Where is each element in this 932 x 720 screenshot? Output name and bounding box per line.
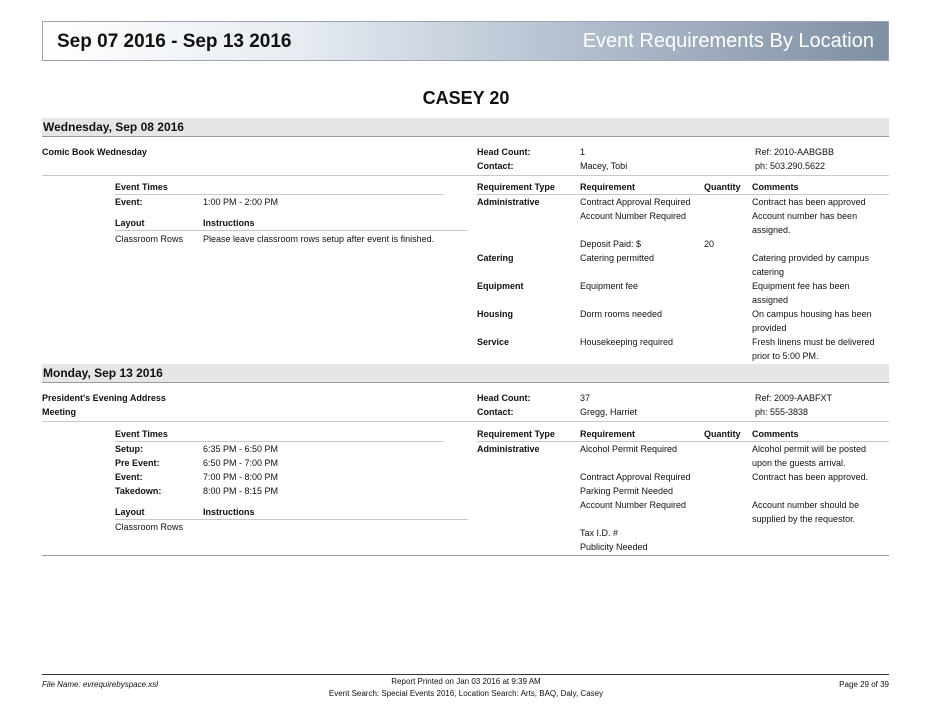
requirement-comment: Equipment fee has been: [752, 281, 850, 291]
time-value: 7:00 PM - 8:00 PM: [203, 472, 279, 482]
footer-search: Event Search: Special Events 2016, Location Search: Arts, BAQ, Daly, Casey: [328, 689, 604, 698]
requirement-item: Account Number Required: [580, 500, 687, 510]
requirement-comment-cont: provided: [752, 323, 787, 333]
event-name: Comic Book Wednesday: [42, 147, 147, 157]
time-label: Pre Event:: [115, 458, 160, 468]
head-count-label: Head Count:: [477, 393, 531, 403]
head-count-label: Head Count:: [477, 147, 531, 157]
requirement-item: Alcohol Permit Required: [580, 444, 678, 454]
comments-header: Comments: [752, 429, 799, 439]
divider: [115, 441, 444, 442]
footer-page-number: Page 29 of 39: [839, 680, 889, 689]
divider: [42, 175, 889, 176]
report-header-band: [42, 21, 889, 61]
comments-header: Comments: [752, 182, 799, 192]
requirement-item: Deposit Paid: $: [580, 239, 642, 249]
requirement-comment: On campus housing has been: [752, 309, 872, 319]
requirement-type: Administrative: [477, 444, 540, 454]
requirement-item: Parking Permit Needed: [580, 486, 674, 496]
time-value: 6:35 PM - 6:50 PM: [203, 444, 279, 454]
divider: [477, 441, 889, 442]
event-type: Meeting: [42, 407, 77, 417]
contact-phone: ph: 503.290.5622: [755, 161, 826, 171]
location-title: CASEY 20: [422, 88, 510, 108]
requirement-comment: Alcohol permit will be posted: [752, 444, 867, 454]
divider: [115, 230, 468, 231]
divider: [477, 194, 889, 195]
quantity-header: Quantity: [704, 429, 741, 439]
reference-number: Ref: 2010-AABGBB: [755, 147, 835, 157]
requirement-type: Administrative: [477, 197, 540, 207]
day-header: [42, 364, 889, 383]
requirement-type: Equipment: [477, 281, 524, 291]
layout-value: Classroom Rows: [115, 522, 184, 532]
time-label: Setup:: [115, 444, 143, 454]
day-date: Wednesday, Sep 08 2016: [43, 120, 184, 134]
requirement-item: Housekeeping required: [580, 337, 674, 347]
requirement-comment: Account number should be: [752, 500, 860, 510]
divider: [115, 194, 444, 195]
layout-value: Classroom Rows: [115, 234, 184, 244]
time-value: 8:00 PM - 8:15 PM: [203, 486, 279, 496]
contact-phone: ph: 555-3838: [755, 407, 809, 417]
time-label: Takedown:: [115, 486, 162, 496]
requirement-item: Contract Approval Required: [580, 197, 691, 207]
req-type-header: Requirement Type: [477, 429, 555, 439]
contact-name: Macey, Tobi: [580, 161, 628, 171]
requirement-item: Equipment fee: [580, 281, 639, 291]
layout-header: Layout: [115, 218, 145, 228]
contact-label: Contact:: [477, 407, 514, 417]
layout-header: Layout: [115, 507, 145, 517]
time-value: 6:50 PM - 7:00 PM: [203, 458, 279, 468]
date-range: Sep 07 2016 - Sep 13 2016: [57, 31, 292, 52]
footer-divider: [42, 674, 889, 675]
event-times-header: Event Times: [115, 182, 168, 192]
requirement-item: Account Number Required: [580, 211, 687, 221]
requirement-item: Catering permitted: [580, 253, 655, 263]
event-name: President's Evening Address: [42, 393, 166, 403]
requirement-quantity: 20: [704, 239, 715, 249]
head-count-value: 1: [580, 147, 586, 157]
time-label: Event:: [115, 472, 143, 482]
divider: [42, 421, 889, 422]
requirement-header: Requirement: [580, 429, 636, 439]
instructions-header: Instructions: [203, 507, 255, 517]
footer-printed: Report Printed on Jan 03 2016 at 9:39 AM: [391, 677, 541, 686]
requirement-item: Publicity Needed: [580, 542, 648, 552]
requirement-item: Tax I.D. #: [580, 528, 619, 538]
requirement-comment: Contract has been approved.: [752, 472, 869, 482]
requirement-comment-cont: upon the guests arrival.: [752, 458, 846, 468]
time-value: 1:00 PM - 2:00 PM: [203, 197, 279, 207]
day-date: Monday, Sep 13 2016: [43, 366, 163, 380]
day-header: [42, 118, 889, 137]
requirement-comment: Contract has been approved: [752, 197, 866, 207]
instructions-header: Instructions: [203, 218, 255, 228]
requirement-comment-cont: catering: [752, 267, 785, 277]
requirement-comment-cont: supplied by the requestor.: [752, 514, 856, 524]
requirement-header: Requirement: [580, 182, 636, 192]
instructions-value: Please leave classroom rows setup after event is finished.: [203, 234, 435, 244]
event-times-header: Event Times: [115, 429, 168, 439]
requirement-type: Catering: [477, 253, 514, 263]
requirement-item: Contract Approval Required: [580, 472, 691, 482]
requirement-comment-cont: assigned: [752, 295, 789, 305]
req-type-header: Requirement Type: [477, 182, 555, 192]
divider: [115, 519, 468, 520]
footer-file-name: File Name: evrequirebyspace.xsl: [42, 680, 159, 689]
section-end-divider: [42, 555, 889, 556]
requirement-comment: Account number has been: [752, 211, 858, 221]
requirement-type: Service: [477, 337, 510, 347]
reference-number: Ref: 2009-AABFXT: [755, 393, 833, 403]
requirement-type: Housing: [477, 309, 513, 319]
quantity-header: Quantity: [704, 182, 741, 192]
requirement-comment-cont: assigned.: [752, 225, 791, 235]
contact-label: Contact:: [477, 161, 514, 171]
time-label: Event:: [115, 197, 143, 207]
report-title: Event Requirements By Location: [582, 30, 874, 52]
contact-name: Gregg, Harriet: [580, 407, 638, 417]
head-count-value: 37: [580, 393, 591, 403]
requirement-comment: Fresh linens must be delivered: [752, 337, 875, 347]
requirement-comment: Catering provided by campus: [752, 253, 870, 263]
requirement-item: Dorm rooms needed: [580, 309, 663, 319]
requirement-comment-cont: prior to 5:00 PM.: [752, 351, 819, 361]
